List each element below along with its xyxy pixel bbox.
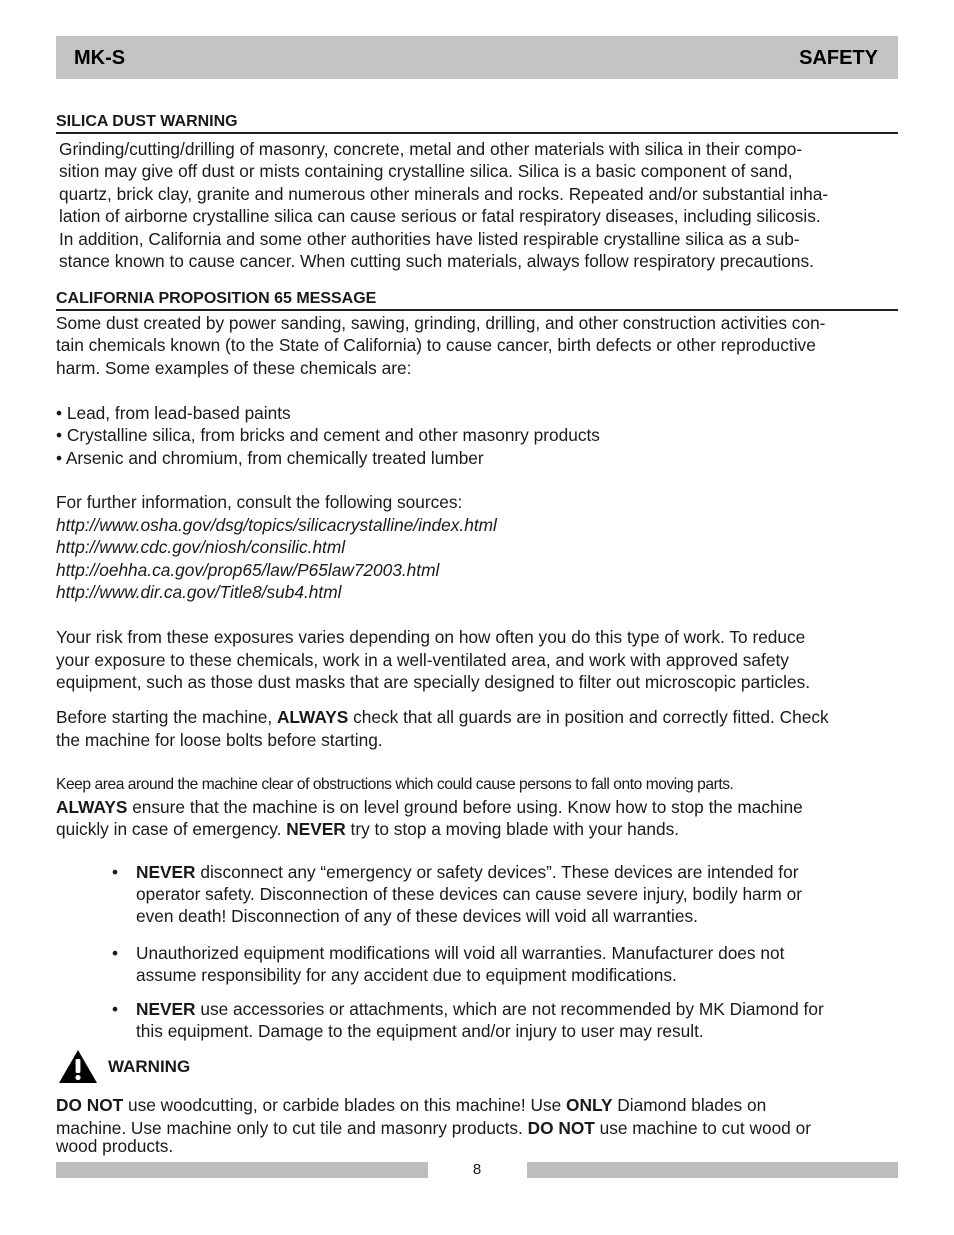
bullet-dot: • — [112, 943, 119, 963]
bullet-line: disconnect any “emergency or safety devices”. These devices are intended for — [195, 862, 799, 882]
prop65-line: Some dust created by power sanding, sawing, grinding, drilling, and other construction activities con- — [56, 313, 826, 333]
prop65-line: harm. Some examples of these chemicals are: — [56, 358, 412, 378]
bullet-line: operator safety. Disconnection of these devices can cause severe injury, bodily harm or — [136, 884, 802, 904]
keep-line — [56, 796, 803, 819]
bullet-text — [136, 942, 881, 986]
silica-title: SILICA DUST WARNING — [56, 113, 898, 134]
warning-triangle-icon — [58, 1049, 98, 1084]
bullet-line: even death! Disconnection of any of these devices will void all warranties. — [136, 906, 698, 926]
footer-bar-right — [527, 1162, 898, 1178]
keep-text: quickly in case of emergency. — [56, 819, 287, 839]
before-line: the machine for loose bolts before starting. — [56, 730, 383, 750]
keep-line — [56, 818, 679, 841]
silica-line: stance known to cause cancer. When cutting such materials, always follow respiratory precautions. — [59, 251, 814, 271]
before-text: check that all guards are in position and correctly fitted. Check — [348, 707, 829, 727]
bullet-line: Unauthorized equipment modifications will void all warranties. Manufacturer does not — [136, 943, 785, 963]
source-link[interactable]: http://www.dir.ca.gov/Title8/sub4.html — [56, 582, 342, 602]
risk-line: equipment, such as those dust masks that are specially designed to filter out microscopic particles. — [56, 672, 811, 692]
never-emphasis: NEVER — [136, 999, 196, 1019]
silica-line: sition may give off dust or mists containing crystalline silica. Silica is a basic component of sand, — [59, 161, 793, 181]
bullet-line: this equipment. Damage to the equipment and/or injury to user may result. — [136, 1021, 704, 1041]
never-emphasis: NEVER — [136, 862, 196, 882]
prop65-title: CALIFORNIA PROPOSITION 65 MESSAGE — [56, 290, 898, 311]
before-text: Before starting the machine, — [56, 707, 277, 727]
source-link[interactable]: http://www.osha.gov/dsg/topics/silicacrystalline/index.html — [56, 515, 497, 535]
risk-line: Your risk from these exposures varies depending on how often you do this type of work. To reduce — [56, 627, 806, 647]
bullet-line: assume responsibility for any accident due to equipment modifications. — [136, 965, 677, 985]
silica-line: In addition, California and some other authorities have listed respirable crystalline silica as a sub- — [59, 229, 800, 249]
page-number: 8 — [472, 1161, 482, 1178]
warning-line: wood products. — [56, 1136, 174, 1156]
warning-text: machine. Use machine only to cut tile and masonry products. — [56, 1118, 528, 1138]
warning-label: WARNING — [108, 1057, 191, 1076]
never-emphasis: NEVER — [286, 819, 346, 839]
source-link[interactable]: http://www.cdc.gov/niosh/consilic.html — [56, 537, 346, 557]
bullet-dot: • — [112, 999, 119, 1019]
sources-intro: For further information, consult the following sources: — [56, 492, 463, 512]
prop65-line: tain chemicals known (to the State of California) to cause cancer, birth defects or other reproductive — [56, 335, 816, 355]
keep-text: try to stop a moving blade with your hands. — [345, 819, 680, 839]
footer-bar-left — [56, 1162, 428, 1178]
always-emphasis: ALWAYS — [276, 707, 349, 727]
do-not-emphasis: DO NOT — [527, 1118, 595, 1138]
silica-line: Grinding/cutting/drilling of masonry, concrete, metal and other materials with silica in their compo- — [59, 139, 803, 159]
example-item: • Lead, from lead-based paints — [56, 403, 291, 423]
warning-text: use woodcutting, or carbide blades on this machine! Use — [123, 1095, 567, 1115]
keep-line: Keep area around the machine clear of obstructions which could cause persons to fall onto moving parts. — [56, 776, 734, 793]
warning-text: use machine to cut wood or — [594, 1118, 811, 1138]
example-item: • Arsenic and chromium, from chemically treated lumber — [56, 448, 484, 468]
bullet-dot: • — [112, 862, 119, 882]
do-not-emphasis: DO NOT — [56, 1095, 124, 1115]
source-link[interactable]: http://oehha.ca.gov/prop65/law/P65law72003.html — [56, 560, 440, 580]
bullet-text — [136, 998, 881, 1042]
bullet-text — [136, 861, 881, 927]
keep-text: ensure that the machine is on level ground before using. Know how to stop the machine — [127, 797, 803, 817]
warning-text: Diamond blades on — [612, 1095, 767, 1115]
model-label: MK-S — [74, 47, 126, 69]
bullet-line: use accessories or attachments, which are not recommended by MK Diamond for — [195, 999, 824, 1019]
before-line — [56, 706, 829, 729]
silica-line: quartz, brick clay, granite and numerous other minerals and rocks. Repeated and/or substantial inha- — [59, 184, 829, 204]
safety-bullet — [112, 998, 872, 1042]
warning-line — [56, 1094, 766, 1117]
silica-line: lation of airborne crystalline silica can cause serious or fatal respiratory diseases, including silicosis. — [59, 206, 821, 226]
example-item: • Crystalline silica, from bricks and cement and other masonry products — [56, 425, 600, 445]
only-emphasis: ONLY — [566, 1095, 613, 1115]
safety-bullet — [112, 861, 872, 927]
safety-bullet — [112, 942, 872, 986]
page-header — [56, 36, 898, 79]
always-emphasis: ALWAYS — [56, 797, 128, 817]
section-label: SAFETY — [799, 47, 878, 69]
risk-line: your exposure to these chemicals, work in a well-ventilated area, and work with approved safety — [56, 650, 789, 670]
